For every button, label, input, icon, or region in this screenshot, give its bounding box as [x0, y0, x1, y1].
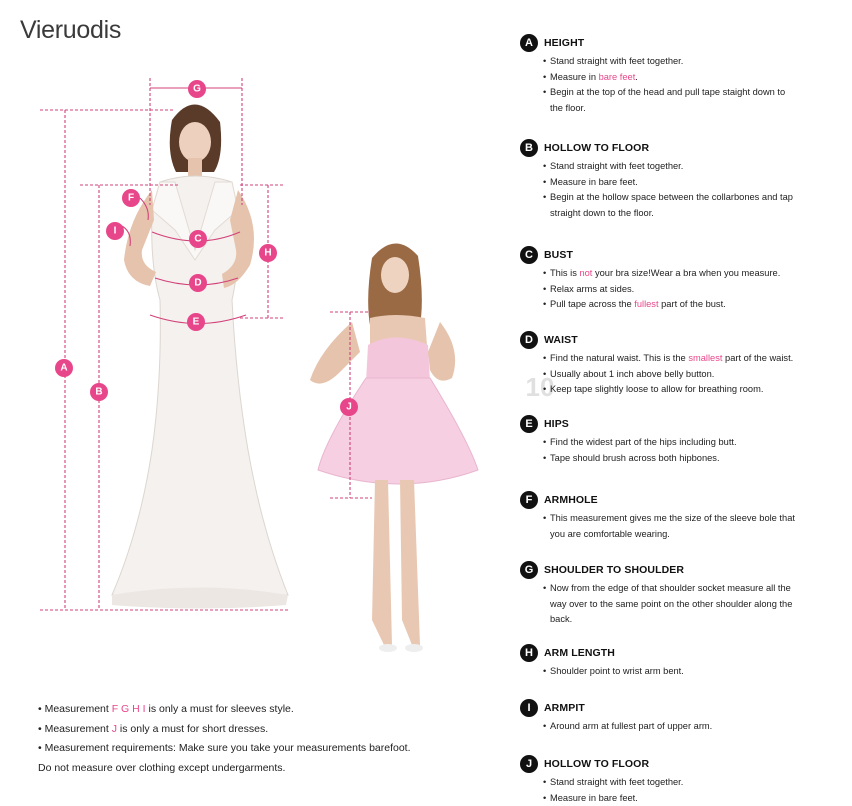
label-a: A	[60, 363, 67, 374]
measure-instruction: • Tape should brush across both hipbones.	[544, 451, 845, 467]
note-line: • Measurement J is only a must for short dresses.	[38, 720, 478, 740]
measure-title: HEIGHT	[544, 37, 584, 49]
measure-hollow-to-floor	[520, 755, 845, 806]
measure-armhole	[520, 491, 845, 542]
letter-badge: I	[520, 699, 538, 717]
letter-badge: F	[520, 491, 538, 509]
label-g: G	[193, 84, 201, 95]
letter-badge: J	[520, 755, 538, 773]
measure-instruction: • This is not your bra size!Wear a bra when you measure.	[544, 266, 845, 282]
measure-instruction: the floor.	[544, 101, 845, 117]
label-d: D	[194, 278, 201, 289]
measure-instruction: straight down to the floor.	[544, 206, 845, 222]
label-j: J	[346, 402, 352, 413]
measure-hips	[520, 415, 845, 466]
measure-hollow-to-floor	[520, 139, 845, 221]
measure-bust	[520, 246, 845, 313]
measure-instruction: • Begin at the top of the head and pull tape staight down to	[544, 85, 845, 101]
measure-title: ARM LENGTH	[544, 647, 615, 659]
measurement-figures	[0, 60, 510, 680]
measure-shoulder-to-shoulder	[520, 561, 845, 628]
measure-instruction: • Around arm at fullest part of upper arm.	[544, 719, 845, 735]
measure-instruction: • Find the natural waist. This is the smallest part of the waist.	[544, 351, 845, 367]
measure-instruction: • Now from the edge of that shoulder socket measure all the	[544, 581, 845, 597]
label-b: B	[95, 387, 102, 398]
measure-title: BUST	[544, 249, 573, 261]
measure-instruction: • Usually about 1 inch above belly button.	[544, 367, 845, 383]
measure-instruction: • Relax arms at sides.	[544, 282, 845, 298]
label-f: F	[128, 193, 134, 204]
measure-instruction: • Shoulder point to wrist arm bent.	[544, 664, 845, 680]
measure-instruction: back.	[544, 612, 845, 628]
letter-badge: H	[520, 644, 538, 662]
measure-instruction: way over to the same point on the other shoulder along the	[544, 597, 845, 613]
measure-instruction: • Measure in bare feet.	[544, 70, 845, 86]
measure-instruction: • Find the widest part of the hips including butt.	[544, 435, 845, 451]
bride-figure	[112, 104, 288, 608]
measure-instruction: • Measure in bare feet.	[544, 175, 845, 191]
letter-badge: G	[520, 561, 538, 579]
measure-instruction: • Measure in bare feet.	[544, 791, 845, 806]
measure-waist	[520, 331, 845, 398]
measure-title: ARMHOLE	[544, 494, 598, 506]
label-e: E	[193, 317, 200, 328]
label-i: I	[114, 226, 117, 237]
label-c: C	[194, 234, 201, 245]
measure-height	[520, 34, 845, 116]
measure-instruction: • Keep tape slightly loose to allow for breathing room.	[544, 382, 845, 398]
note-line: • Measurement requirements: Make sure you take your measurements barefoot.	[38, 739, 478, 759]
letter-badge: C	[520, 246, 538, 264]
girl-figure	[310, 243, 478, 652]
letter-badge: D	[520, 331, 538, 349]
measure-instruction: • Stand straight with feet together.	[544, 159, 845, 175]
note-line: Do not measure over clothing except undergarments.	[38, 759, 478, 779]
measure-instruction: • Stand straight with feet together.	[544, 54, 845, 70]
measure-armpit	[520, 699, 845, 735]
measure-title: SHOULDER TO SHOULDER	[544, 564, 684, 576]
measure-title: WAIST	[544, 334, 578, 346]
letter-badge: A	[520, 34, 538, 52]
measure-instruction: • This measurement gives me the size of the sleeve bole that	[544, 511, 845, 527]
measure-title: HOLLOW TO FLOOR	[544, 142, 649, 154]
brand-logo: Vieruodis	[20, 16, 121, 45]
letter-badge: B	[520, 139, 538, 157]
note-line: • Measurement F G H I is only a must for sleeves style.	[38, 700, 478, 720]
measure-title: HIPS	[544, 418, 569, 430]
watermark: 10	[526, 372, 555, 402]
letter-badge: E	[520, 415, 538, 433]
measure-instruction: • Pull tape across the fullest part of the bust.	[544, 297, 845, 313]
label-h: H	[264, 248, 271, 259]
measure-instruction: • Stand straight with feet together.	[544, 775, 845, 791]
measure-title: HOLLOW TO FLOOR	[544, 758, 649, 770]
measurement-notes	[38, 700, 478, 778]
measure-title: ARMPIT	[544, 702, 585, 714]
measure-instruction: you are comfortable wearing.	[544, 527, 845, 543]
measure-instruction: • Begin at the hollow space between the collarbones and tap	[544, 190, 845, 206]
measure-arm-length	[520, 644, 845, 680]
